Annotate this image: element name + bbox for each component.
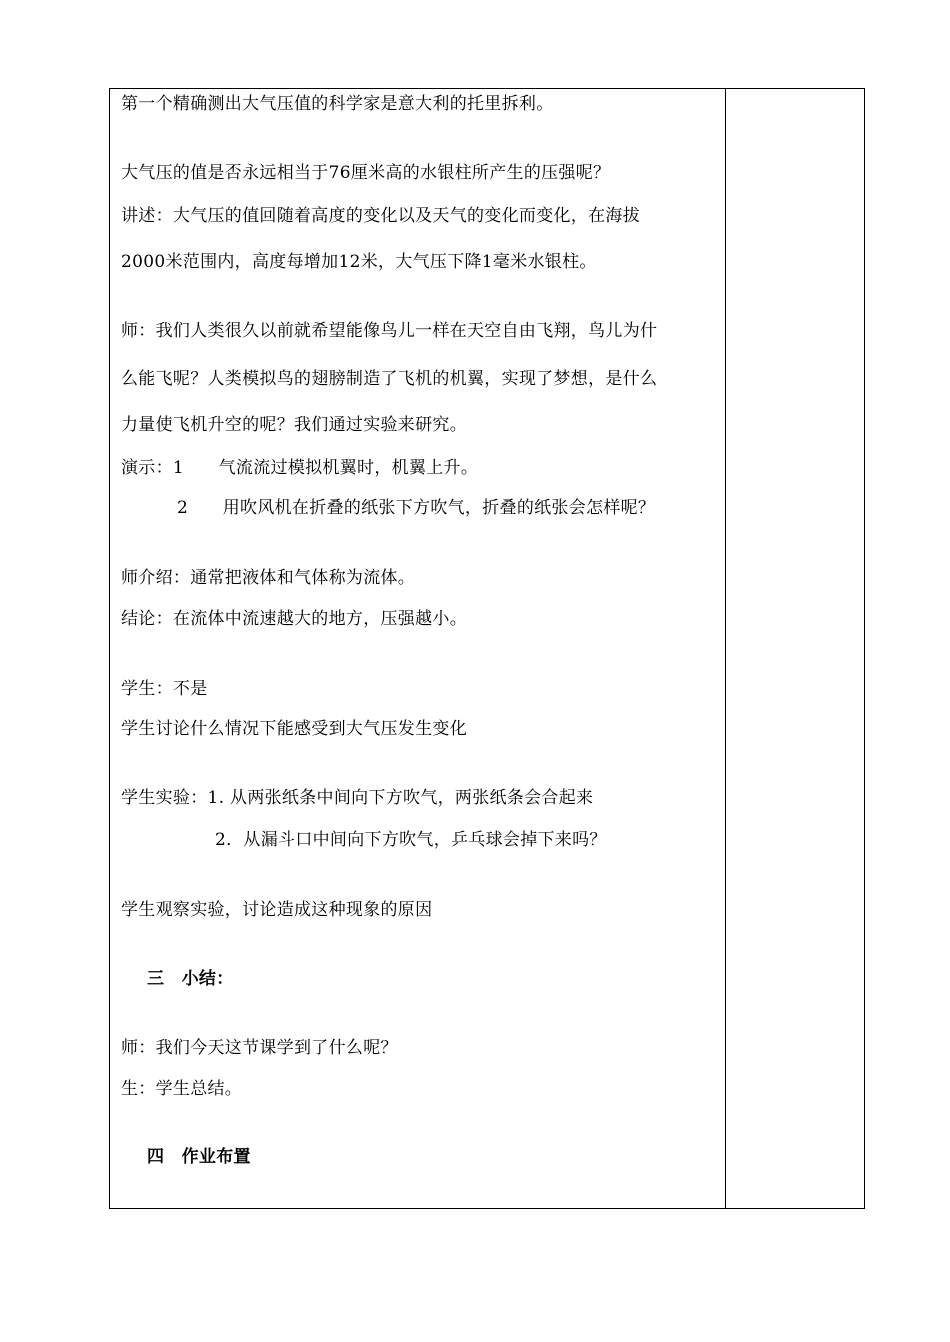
text-line: 学生实验：1. 从两张纸条中间向下方吹气，两张纸条会合起来 [121,788,594,808]
text-line: 2 用吹风机在折叠的纸张下方吹气，折叠的纸张会怎样呢？ [177,498,656,518]
text-line: 师介绍：通常把液体和气体称为流体。 [121,568,416,588]
text-line: 2000米范围内，高度每增加12米，大气压下降1毫米水银柱。 [121,252,597,272]
text-line: 师：我们人类很久以前就希望能像鸟儿一样在天空自由飞翔，鸟儿为什 [121,321,658,341]
text-line: 结论：在流体中流速越大的地方，压强越小。 [121,609,467,629]
section-heading: 四 作业布置 [147,1147,251,1167]
text-line: 讲述：大气压的值回随着高度的变化以及天气的变化而变化，在海拔 [121,206,640,226]
text-line: 学生：不是 [121,679,208,699]
text-line: 大气压的值是否永远相当于76厘米高的水银柱所产生的压强呢？ [121,163,611,183]
text-line: 学生讨论什么情况下能感受到大气压发生变化 [121,719,467,739]
text-line: 师：我们今天这节课学到了什么呢？ [121,1038,398,1058]
text-line: 生：学生总结。 [121,1079,243,1099]
text-line: 第一个精确测出大气压值的科学家是意大利的托里拆利。 [121,94,554,114]
text-line: 2．从漏斗口中间向下方吹气，乒乓球会掉下来吗？ [215,830,607,850]
section-heading: 三 小结： [147,969,234,989]
text-line: 力量使飞机升空的呢？我们通过实验来研究。 [121,415,467,435]
text-line: 演示：1 气流流过模拟机翼时，机翼上升。 [121,458,479,478]
lesson-table [109,88,865,1209]
notes-cell [726,89,864,1208]
text-line: 么能飞呢？人类模拟鸟的翅膀制造了飞机的机翼，实现了梦想，是什么 [121,369,658,389]
text-line: 学生观察实验，讨论造成这种现象的原因 [121,900,433,920]
